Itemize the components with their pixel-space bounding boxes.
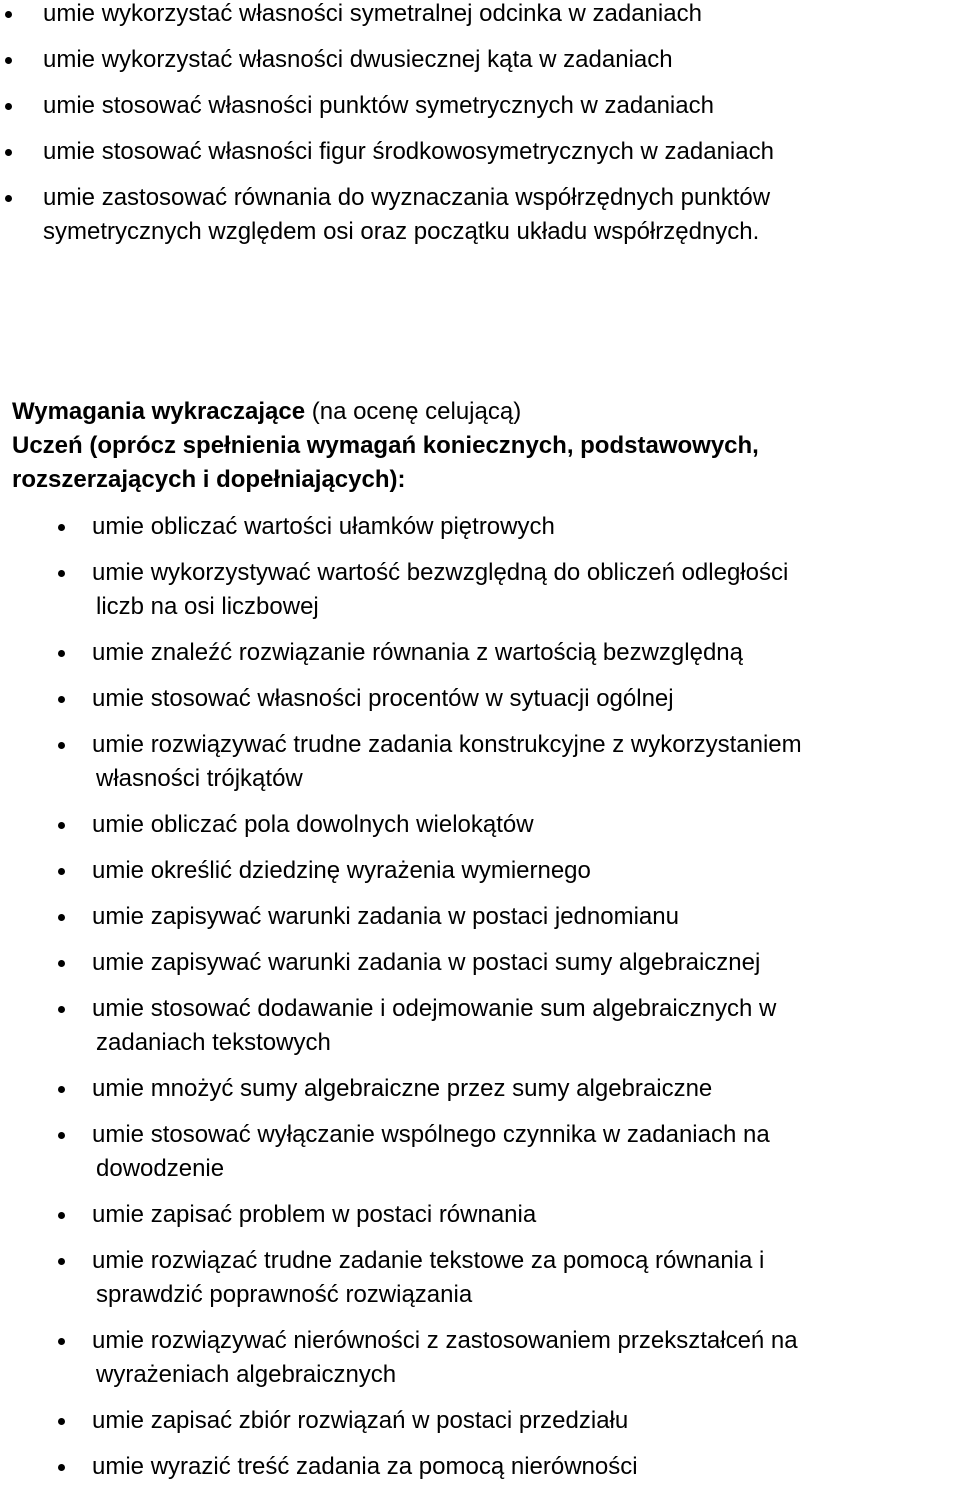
list-item-text-continuation: dowodzenie	[96, 1155, 225, 1182]
list-item-text: umie mnożyć sumy algebraiczne przez sumy algebraiczne	[92, 1075, 713, 1102]
list-item	[92, 808, 958, 842]
list-item-text: umie wykorzystać własności symetralnej odcinka w zadaniach	[43, 0, 702, 27]
list-item-text: umie wykorzystać własności dwusiecznej kąta w zadaniach	[43, 46, 673, 73]
list-item-text: umie stosować dodawanie i odejmowanie sum algebraicznych w	[92, 995, 777, 1022]
bullet-icon	[58, 570, 65, 577]
list-item-text: umie stosować własności procentów w sytuacji ogólnej	[92, 685, 674, 712]
bullet-icon	[58, 650, 65, 657]
bullet-icon	[58, 1212, 65, 1219]
list-item	[43, 43, 953, 77]
list-item	[92, 728, 958, 796]
list-item	[92, 900, 958, 934]
list-item-text: umie stosować własności figur środkowosymetrycznych w zadaniach	[43, 138, 774, 165]
bullet-icon	[58, 960, 65, 967]
list-item-text: symetrycznych względem osi oraz początku układu współrzędnych.	[43, 218, 760, 245]
bullet-icon	[5, 195, 12, 202]
list-item-text: umie zastosować równania do wyznaczania współrzędnych punktów	[43, 184, 771, 211]
section-intro-line: Uczeń (oprócz spełnienia wymagań koniecznych, podstawowych,	[12, 432, 759, 459]
list-item-text: umie wykorzystywać wartość bezwzględną do obliczeń odległości	[92, 559, 789, 586]
list-item-text-continuation: sprawdzić poprawność rozwiązania	[96, 1281, 473, 1308]
list-item-text: umie stosować wyłączanie wspólnego czynnika w zadaniach na	[92, 1121, 770, 1148]
list-item	[92, 510, 958, 544]
list-item-text: umie rozwiązać trudne zadanie tekstowe za pomocą równania i	[92, 1247, 765, 1274]
list-item	[43, 0, 953, 31]
list-item-text: umie rozwiązywać trudne zadania konstrukcyjne z wykorzystaniem	[92, 731, 802, 758]
bullet-icon	[58, 914, 65, 921]
bullet-icon	[5, 11, 12, 18]
list-item	[92, 1404, 958, 1438]
list-item	[92, 636, 958, 670]
list-item	[92, 992, 958, 1060]
bullet-icon	[58, 1132, 65, 1139]
bullet-icon	[58, 868, 65, 875]
bullet-icon	[58, 742, 65, 749]
bullet-icon	[58, 1006, 65, 1013]
list-item-text: umie obliczać pola dowolnych wielokątów	[92, 811, 534, 838]
list-item	[92, 854, 958, 888]
bullet-icon	[5, 57, 12, 64]
list-item-text-continuation: wyrażeniach algebraicznych	[96, 1361, 397, 1388]
list-item-text: umie zapisywać warunki zadania w postaci jednomianu	[92, 903, 679, 930]
list-item	[92, 1324, 958, 1392]
list-item	[43, 89, 953, 123]
section-title-note: (na ocenę celującą)	[305, 398, 522, 425]
bullet-icon	[58, 1086, 65, 1093]
list-item-text: umie wyrazić treść zadania za pomocą nierówności	[92, 1453, 638, 1480]
bullet-icon	[5, 149, 12, 156]
bullet-icon	[58, 1258, 65, 1265]
list-item-text: umie zapisać problem w postaci równania	[92, 1201, 537, 1228]
bullet-icon	[58, 1338, 65, 1345]
list-item-text: umie zapisać zbiór rozwiązań w postaci przedziału	[92, 1407, 629, 1434]
list-item-continuation	[43, 215, 953, 249]
list-item	[92, 1072, 958, 1106]
exceeding-requirements-list	[92, 510, 958, 1496]
list-item	[92, 1118, 958, 1186]
bullet-icon	[58, 1464, 65, 1471]
list-item	[43, 181, 953, 215]
bullet-icon	[58, 696, 65, 703]
list-item-text-continuation: własności trójkątów	[96, 765, 303, 792]
list-item	[92, 1450, 958, 1484]
section-title: Wymagania wykraczające	[12, 398, 306, 425]
list-item-text: umie zapisywać warunki zadania w postaci sumy algebraicznej	[92, 949, 761, 976]
list-item-text: umie określić dziedzinę wyrażenia wymiernego	[92, 857, 591, 884]
list-item-text-continuation: liczb na osi liczbowej	[96, 593, 319, 620]
list-item	[43, 135, 953, 169]
section-intro-line: rozszerzających i dopełniających):	[12, 466, 406, 493]
list-item	[92, 556, 958, 624]
list-item	[92, 1198, 958, 1232]
bullet-icon	[58, 1418, 65, 1425]
list-item	[92, 682, 958, 716]
list-item-text-continuation: zadaniach tekstowych	[96, 1029, 331, 1056]
list-item-text: umie stosować własności punktów symetrycznych w zadaniach	[43, 92, 714, 119]
list-item	[92, 1244, 958, 1312]
bullet-icon	[58, 524, 65, 531]
list-item-text: umie rozwiązywać nierówności z zastosowaniem przekształceń na	[92, 1327, 798, 1354]
list-item-text: umie obliczać wartości ułamków piętrowych	[92, 513, 555, 540]
top-requirements-list	[43, 0, 953, 264]
list-item-text: umie znaleźć rozwiązanie równania z wartością bezwzględną	[92, 639, 743, 666]
section-heading	[12, 395, 952, 497]
bullet-icon	[58, 822, 65, 829]
list-item	[92, 946, 958, 980]
bullet-icon	[5, 103, 12, 110]
